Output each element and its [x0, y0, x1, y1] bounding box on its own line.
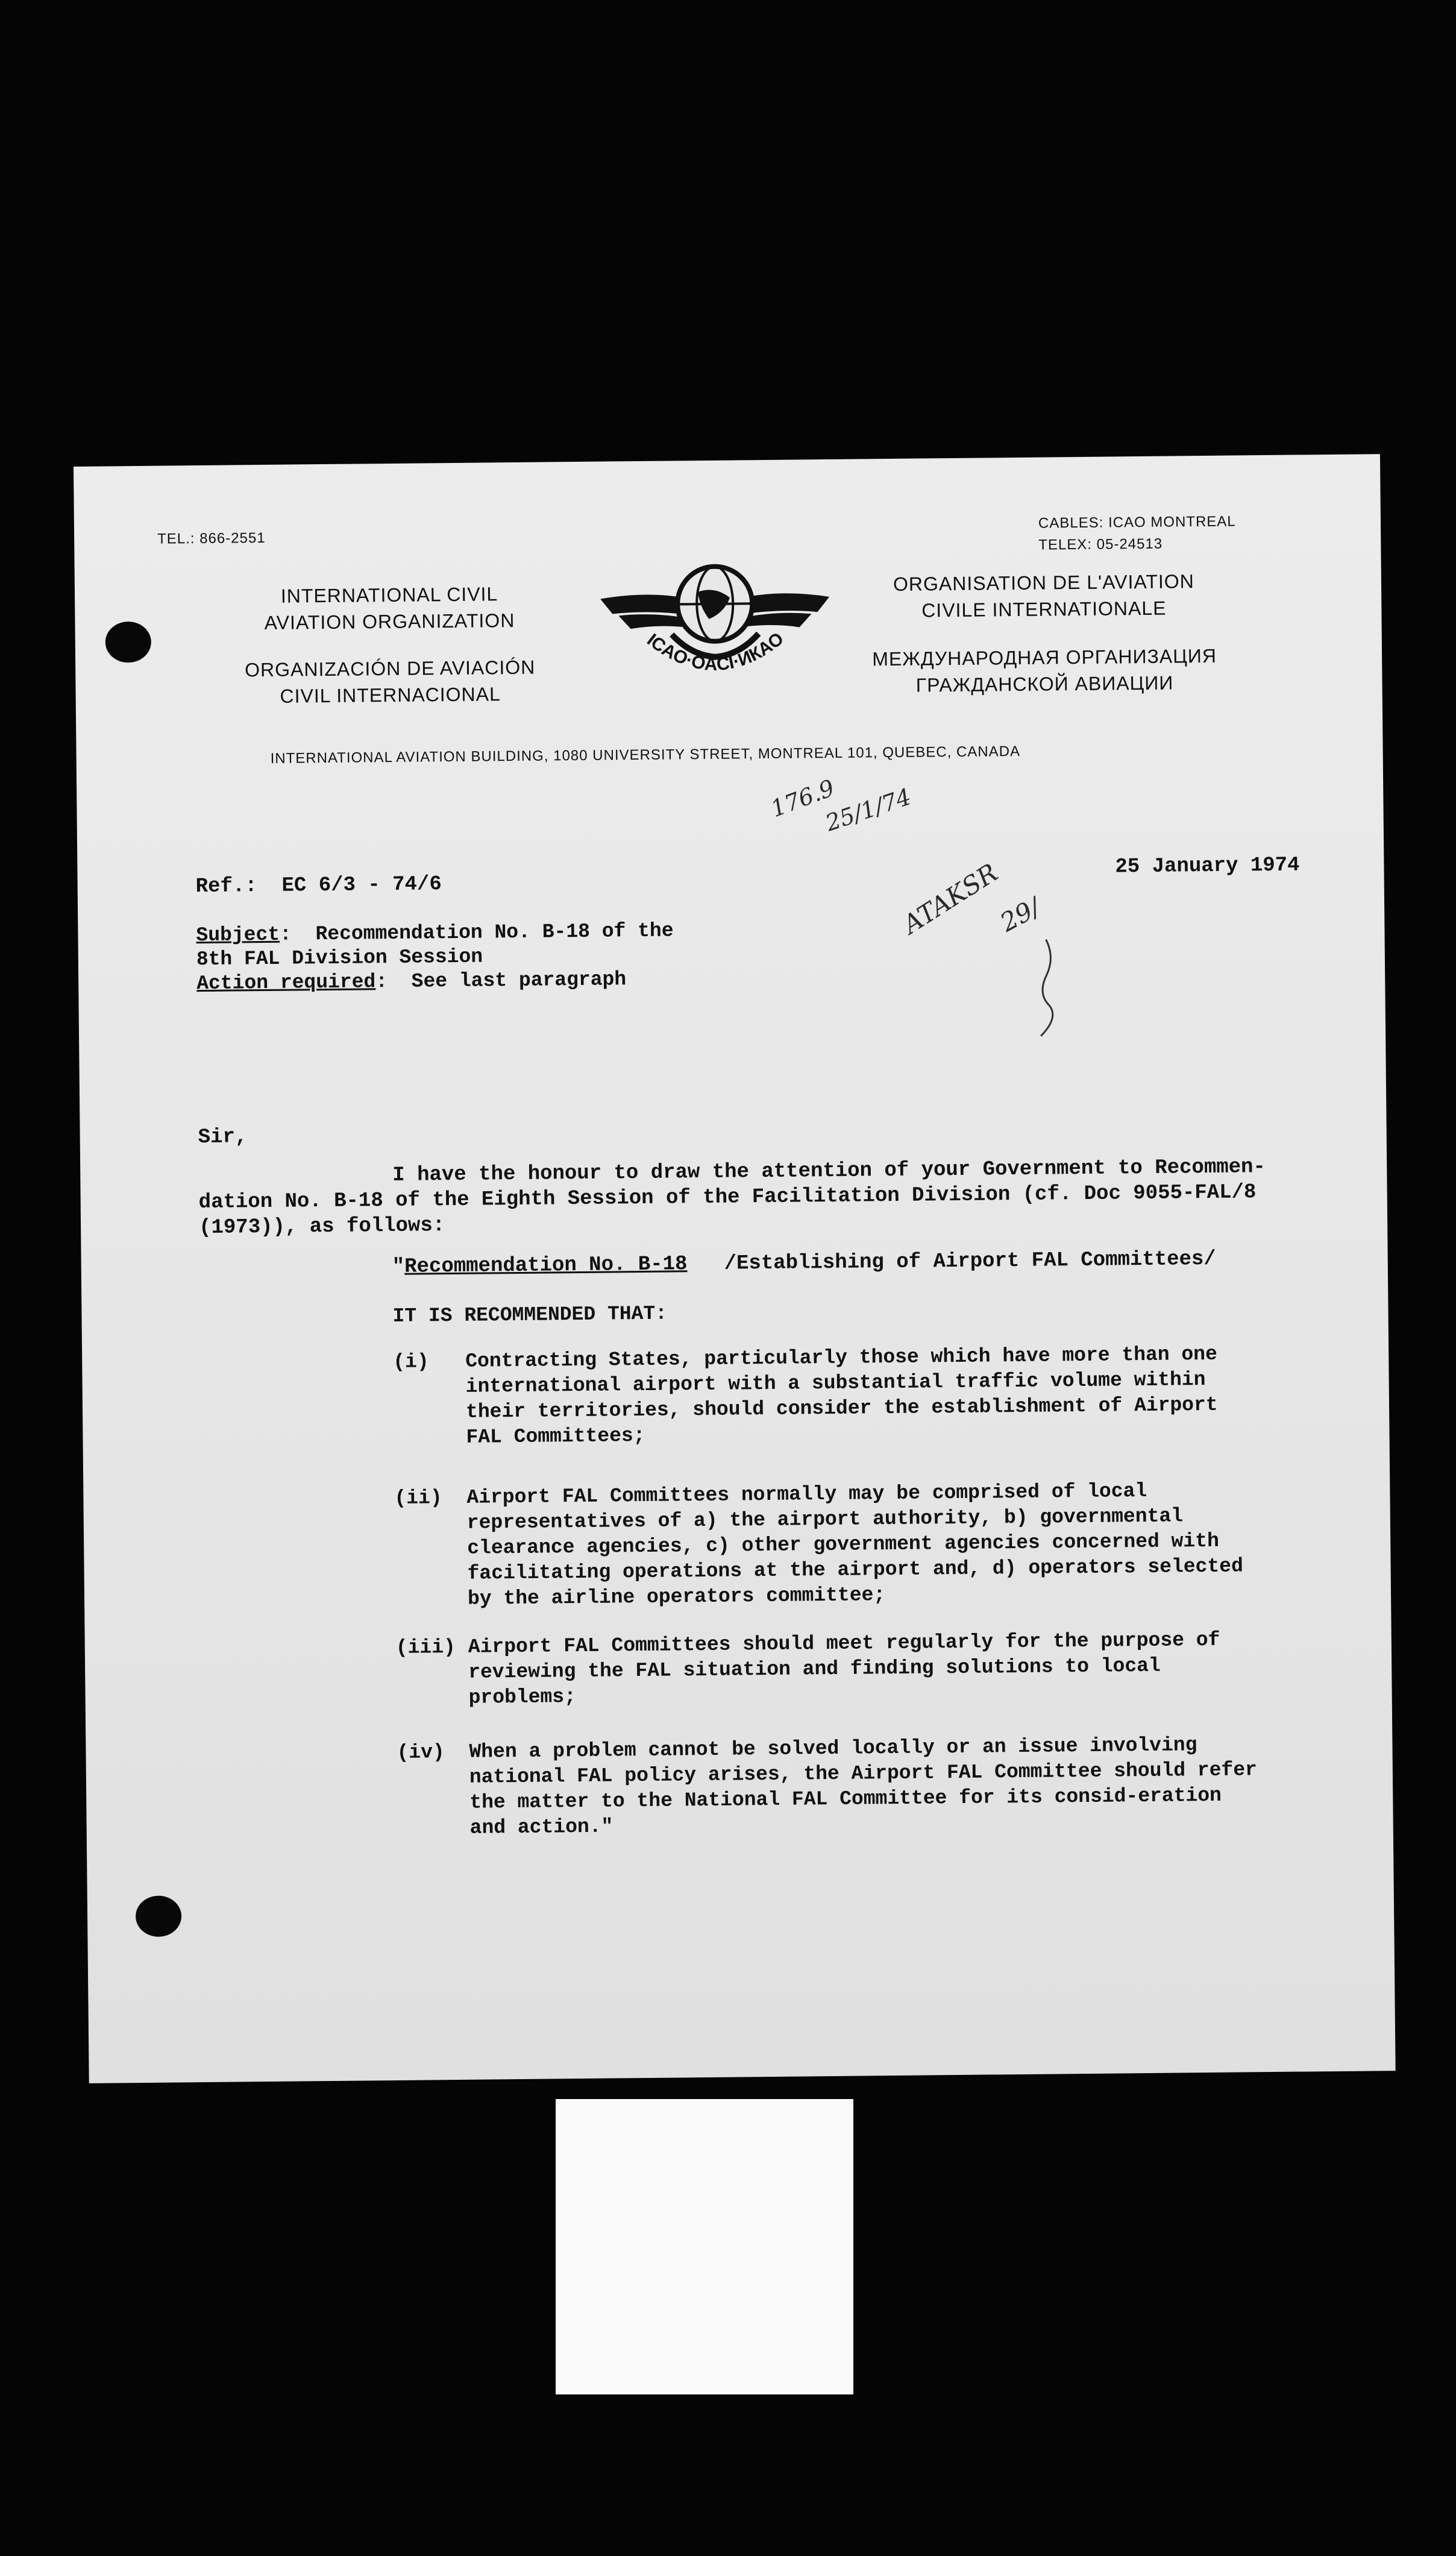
handwritten-note: 176.9: [767, 774, 838, 823]
recommended-statement: IT IS RECOMMENDED THAT:: [392, 1302, 668, 1327]
org-name-french: ORGANISATION DE L'AVIATION CIVILE INTERNATIONALE: [893, 570, 1194, 622]
icao-emblem-logo: [594, 555, 836, 714]
salutation: Sir,: [198, 1125, 248, 1150]
org-name-spanish: ORGANIZACIÓN DE AVIACIÓN CIVIL INTERNACIONAL: [244, 656, 536, 707]
recommendation-heading: "Recommendation No. B-18 /Establishing of Airport FAL Committees/: [392, 1247, 1216, 1279]
org-name-russian: МЕЖДУНАРОДНАЯ ОРГАНИЗАЦИЯ ГРАЖДАНСКОЙ АВИАЦИИ: [872, 644, 1217, 696]
letter-date: 25 January 1974: [1115, 854, 1300, 879]
org-address: INTERNATIONAL AVIATION BUILDING, 1080 UNIVERSITY STREET, MONTREAL 101, QUEBEC, CANADA: [270, 743, 1021, 767]
reference-line: Ref.: EC 6/3 - 74/6: [195, 873, 442, 899]
telephone-number: TEL.: 866-2551: [157, 529, 266, 547]
handwritten-note: 25/1/74: [822, 783, 915, 837]
handwritten-note: ATAKSR: [897, 857, 1003, 940]
subject-block: Subject: Recommendation No. B-18 of the 8th FAL Division Session Action required: See last paragraph: [196, 919, 674, 995]
letter-page: TEL.: 866-2551 CABLES: ICAO MONTREAL TELEX: 05-24513 INTERNATIONAL CIVIL AVIATION ORGANIZATION ORGANIZACIÓN DE AVIACIÓN CIVIL INTERNACIONAL ORGANISATION DE L'AVIATION CIVILE INTERNATIONALE МЕЖДУНАРОДНАЯ ОРГАНИЗАЦИЯ ГРАЖДАНСКОЙ АВИАЦИИ ICAO·OACI·ИКАО INTERNATIONAL AVIATION BUILDING, 1080 UNIVERSITY STREET, MONTREAL 101, QUEBEC, CANADA 176.9 25/1/74 ATAKSR 29/ Ref.: EC 6/3 - 74/6 25 January 1974 Subject: Recommendation No. B-18 of the 8th FAL Division Session Action required: See last paragraph Sir, I have the honour to draw the attention of your Government to Recommen- dation No. B-18 of the Eighth Session of the Facilitation Division (cf. Doc 9055-FAL/8 (1973)), as follows: "Recommendation No. B-18 /Establishing of Airport FAL Committees/ IT IS RECOMMENDED THAT: (i) Contracting States, particularly those which have more than one international airport with a substantial traffic volume within their territories, should consider the establishment of Airport FAL Committees; (ii) Airport FAL Committees normally may be comprised of local representatives of a) the airport authority, b) governmental clearance agencies, c) other government agencies concerned with facilitating operations at the airport and, d) operators selected by the airline operators committee; (iii) Airport FAL Committees should meet regularly for the purpose of reviewing the FAL situation and finding solutions to local problems; (iv) When a problem cannot be solved locally or an issue involving national FAL policy arises, the Airport FAL Committee should refer the matter to the National FAL Committee for its consid-eration and action.": [74, 454, 1396, 2083]
cables-address: CABLES: ICAO MONTREAL: [1038, 513, 1236, 532]
intro-paragraph: I have the honour to draw the attention of your Government to Recommen- dation No. B-18 of the Eighth Session of the Facilitation Division (cf. Doc 9055-FAL/8 (1973)), as follows:: [198, 1156, 1266, 1240]
telex-number: TELEX: 05-24513: [1038, 535, 1163, 553]
blank-card: [556, 2099, 853, 2394]
handwritten-note: 29/: [995, 892, 1046, 938]
punch-hole: [105, 622, 151, 663]
emblem-text: ICAO·OACI·ИКАО: [643, 628, 788, 675]
org-name-english: INTERNATIONAL CIVIL AVIATION ORGANIZATION: [264, 583, 515, 634]
handwritten-signature-mark: [1022, 933, 1072, 1042]
punch-hole: [136, 1895, 182, 1937]
